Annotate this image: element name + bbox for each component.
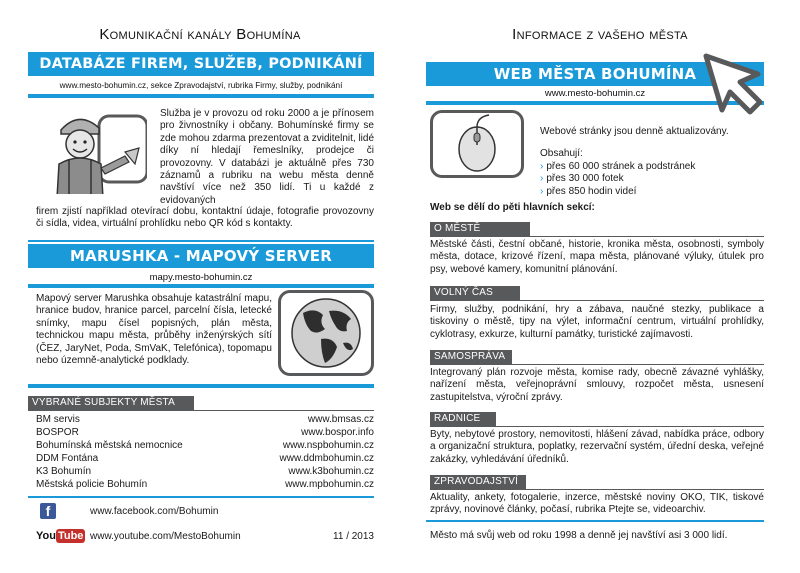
divider: [28, 94, 374, 98]
subject-name: BOSPOR: [36, 427, 79, 438]
sections-intro: Web se dělí do pěti hlavních sekcí:: [430, 202, 595, 213]
globe-illustration: [278, 290, 374, 376]
list-item: [540, 186, 695, 199]
subject-link[interactable]: www.mpbohumin.cz: [285, 479, 374, 490]
divider: [28, 410, 374, 411]
section-text-volny-cas: Firmy, služby, podnikání, hry a zábava, naučné stezky, publikace a tiskoviny o městě, tipy na výlet, informační centrum, virtuální prohlídky, cyklotrasy, exkurze, kulturní památky, turistické zajímavosti.: [430, 304, 764, 340]
web-updated-note: Webové stránky jsou denně aktualizovány.: [540, 126, 729, 137]
database-description: Služba je v provozu od roku 2000 a je přínosem pro živnostníky i občany. Bohumínské firmy se zde mohou zdarma prezentovat a zviditelnit, lidé díky ní hledají řemeslníky, prodejce či provozovny. V databázi je aktuálně přes 730 záznamů a rubriku na webu města denně navštíví více než 350 lidí. Ti u každé z evidovaných: [160, 108, 375, 206]
globe-icon: [281, 293, 371, 373]
subject-name: BM servis: [36, 414, 80, 425]
issue-date: 11 / 2013: [333, 531, 374, 542]
divider: [430, 364, 764, 365]
divider: [28, 496, 374, 498]
subjects-title: VYBRANÉ SUBJEKTY MĚSTA: [28, 396, 194, 410]
contents-label: Obsahují:: [540, 148, 583, 159]
youtube-link[interactable]: www.youtube.com/MestoBohumin: [90, 531, 241, 542]
section-text-o-meste: Městské části, čestní občané, historie, kronika města, osobnosti, symboly města, dotace, krizové řízení, mapa města, plánované výluky, útulek pro psy, webové kamery, komunitní plánování.: [430, 239, 764, 275]
list-item: [36, 439, 374, 452]
subject-name: K3 Bohumín: [36, 466, 92, 477]
marushka-url: mapy.mesto-bohumin.cz: [149, 272, 253, 283]
list-item: [36, 426, 374, 439]
contents-item: přes 850 hodin videí: [546, 185, 637, 197]
database-title: DATABÁZE FIREM, SLUŽEB, PODNIKÁNÍ: [28, 52, 374, 76]
section-title-radnice: RADNICE: [430, 412, 496, 426]
chevron-right-icon: ›: [540, 173, 544, 184]
facebook-logo-letter: f: [45, 503, 51, 519]
divider: [430, 300, 764, 301]
chevron-right-icon: ›: [540, 160, 544, 172]
database-url: www.mesto-bohumin.cz, sekce Zpravodajství, rubrika Firmy, služby, podnikání: [59, 81, 343, 90]
section-title-volny-cas: VOLNÝ ČAS: [430, 286, 520, 300]
subject-name: DDM Fontána: [36, 453, 99, 464]
cursor-arrow-icon: [700, 52, 766, 118]
divider: [28, 384, 374, 388]
facebook-icon[interactable]: [40, 503, 56, 519]
subject-link[interactable]: www.k3bohumin.cz: [288, 466, 374, 477]
section-title-o-meste: O MĚSTĚ: [430, 222, 530, 236]
web-title: WEB MĚSTA BOHUMÍNA: [426, 62, 764, 86]
list-item: [36, 478, 374, 491]
subject-name: Bohumínská městská nemocnice: [36, 440, 183, 451]
subject-name: Městská policie Bohumín: [36, 479, 148, 490]
section-text-radnice: Byty, nebytové prostory, nemovitosti, hlášení závad, nabídka práce, odbory a organizační struktura, poplatky, rezervační systém, úřední deska, veřejné zakázky, vyhledávání úředníků.: [430, 429, 764, 465]
list-item: [540, 161, 695, 174]
web-url: www.mesto-bohumin.cz: [544, 88, 646, 99]
subject-link[interactable]: www.nspbohumin.cz: [282, 440, 374, 451]
list-item: [36, 413, 374, 426]
divider: [28, 240, 374, 242]
youtube-icon[interactable]: [36, 528, 85, 544]
right-page: [400, 0, 800, 573]
list-item: [36, 465, 374, 478]
right-page-header: Informace z vašeho města: [512, 26, 688, 43]
web-contents: [540, 148, 695, 198]
subject-link[interactable]: www.ddmbohumin.cz: [279, 453, 374, 464]
section-title-samosprava: SAMOSPRÁVA: [430, 350, 512, 364]
section-text-zpravodajstvi: Aktuality, ankety, fotogalerie, inzerce, městské noviny OKO, TIK, tiskové zprávy, novinové články, počasí, rubrika Ptejte se, videoarchiv.: [430, 492, 764, 516]
database-description-cont: firem zjistí například otevírací dobu, kontaktní údaje, fotografie provozovny či sídla, videa, virtuální prohlídku nebo QR kód s kontakty.: [36, 206, 374, 230]
left-page-header: Komunikační kanály Bohumína: [99, 26, 301, 43]
section-text-samosprava: Integrovaný plán rozvoje města, komise rady, obecně závazné vyhlášky, nařízení města, veřejnoprávní smlouvy, rozpočet města, usnesení zastupitelstva, výroční zprávy.: [430, 367, 764, 403]
subject-link[interactable]: www.bospor.info: [301, 427, 374, 438]
mouse-illustration: [430, 110, 524, 178]
divider: [430, 426, 764, 427]
divider: [426, 520, 764, 522]
youtube-logo-you: You: [36, 530, 56, 542]
list-item: [36, 452, 374, 465]
chevron-right-icon: ›: [540, 185, 544, 197]
youtube-logo-tube: Tube: [57, 530, 84, 542]
divider: [430, 236, 764, 237]
subject-link[interactable]: www.bmsas.cz: [307, 414, 374, 425]
contents-item: přes 30 000 fotek: [546, 173, 624, 184]
marushka-description: Mapový server Marushka obsahuje katastrální mapu, hranice budov, hranice parcel, parcelní čísla, letecké snímky, mapu čísel popisných, plán města, technickou mapu města, průběhy inženýrských sítí (ČEZ, JaryNet, Poda, SmVaK, Telefónica), topomapu nebo územně-analytické podklady.: [36, 293, 272, 367]
builder-illustration: [36, 105, 150, 197]
builder-icon: [39, 108, 150, 197]
facebook-link[interactable]: www.facebook.com/Bohumin: [90, 506, 219, 517]
contents-item: přes 60 000 stránek a podstránek: [546, 160, 696, 172]
list-item: [540, 173, 695, 186]
computer-mouse-icon: [433, 113, 521, 175]
divider: [28, 284, 374, 288]
marushka-title: MARUSHKA - MAPOVÝ SERVER: [28, 244, 374, 268]
section-title-zpravodajstvi: ZPRAVODAJSTVÍ: [430, 475, 526, 489]
web-footer-note: Město má svůj web od roku 1998 a denně jej navštíví asi 3 000 lidí.: [430, 530, 728, 541]
divider: [430, 489, 764, 490]
